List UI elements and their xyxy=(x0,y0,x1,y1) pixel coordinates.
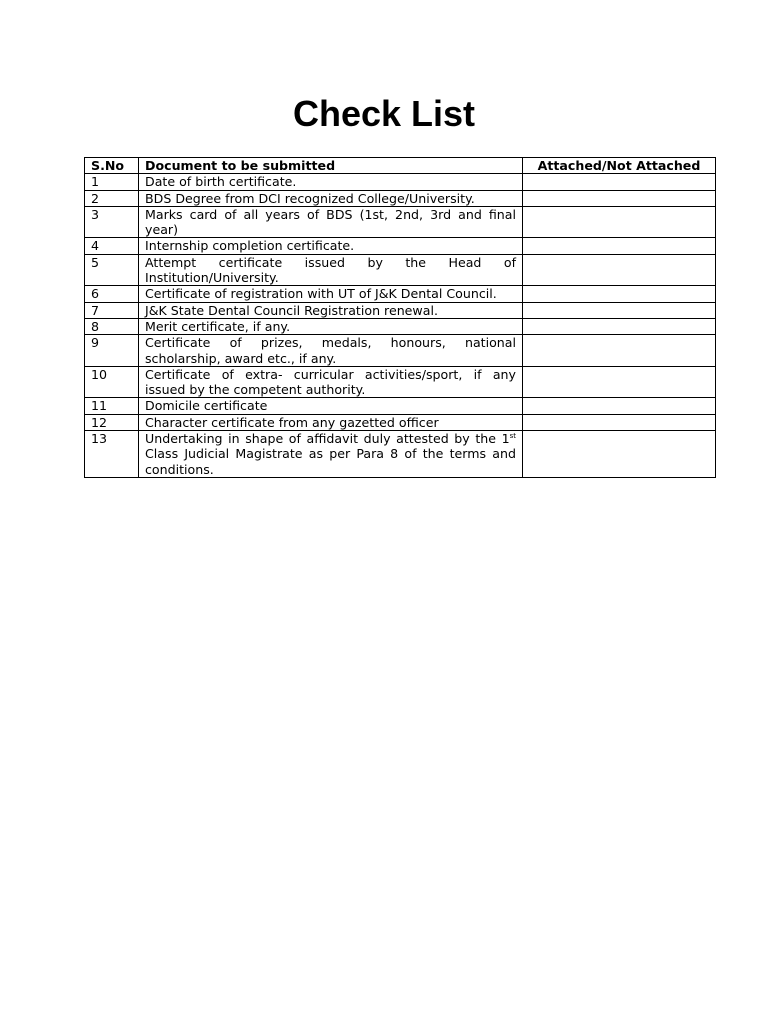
row-sno: 4 xyxy=(85,238,139,254)
row-sno: 1 xyxy=(85,174,139,190)
row-sno: 9 xyxy=(85,335,139,367)
row-document: Attempt certificate issued by the Head of Institution/University. xyxy=(139,254,523,286)
row-document: Merit certificate, if any. xyxy=(139,318,523,334)
affidavit-text-end: Class Judicial Magistrate as per Para 8 of the terms and conditions. xyxy=(145,446,516,477)
table-row xyxy=(85,398,716,414)
table-row xyxy=(85,190,716,206)
table-row xyxy=(85,335,716,367)
table-row xyxy=(85,286,716,302)
table-row xyxy=(85,238,716,254)
row-document: Internship completion certificate. xyxy=(139,238,523,254)
row-sno: 8 xyxy=(85,318,139,334)
row-status xyxy=(523,414,716,430)
row-sno: 11 xyxy=(85,398,139,414)
row-status xyxy=(523,254,716,286)
table-row xyxy=(85,431,716,478)
row-status xyxy=(523,206,716,238)
row-sno: 3 xyxy=(85,206,139,238)
row-sno: 13 xyxy=(85,431,139,478)
row-sno: 2 xyxy=(85,190,139,206)
row-status xyxy=(523,398,716,414)
row-sno: 10 xyxy=(85,366,139,398)
page-title: Check List xyxy=(292,93,476,134)
affidavit-text-start: Undertaking in shape of affidavit duly attested by the 1 xyxy=(145,431,510,447)
row-status xyxy=(523,286,716,302)
row-status xyxy=(523,302,716,318)
row-document: Marks card of all years of BDS (1st, 2nd, 3rd and final year) xyxy=(139,206,523,238)
header-sno: S.No xyxy=(85,158,139,174)
table-row xyxy=(85,174,716,190)
checklist-table xyxy=(84,157,716,478)
row-document: BDS Degree from DCI recognized College/University. xyxy=(139,190,523,206)
row-status xyxy=(523,431,716,478)
row-status xyxy=(523,318,716,334)
row-status xyxy=(523,174,716,190)
row-status xyxy=(523,190,716,206)
table-row xyxy=(85,302,716,318)
row-document: Date of birth certificate. xyxy=(139,174,523,190)
row-sno: 12 xyxy=(85,414,139,430)
header-status: Attached/Not Attached xyxy=(523,158,716,174)
row-status xyxy=(523,335,716,367)
row-sno: 7 xyxy=(85,302,139,318)
row-status xyxy=(523,366,716,398)
row-document xyxy=(139,431,523,478)
ordinal-suffix: st xyxy=(509,431,516,440)
row-document: Domicile certificate xyxy=(139,398,523,414)
row-status xyxy=(523,238,716,254)
table-header-row xyxy=(85,158,716,174)
row-document: J&K State Dental Council Registration renewal. xyxy=(139,302,523,318)
row-sno: 6 xyxy=(85,286,139,302)
table-row xyxy=(85,318,716,334)
table-row xyxy=(85,254,716,286)
row-document: Certificate of prizes, medals, honours, national scholarship, award etc., if any. xyxy=(139,335,523,367)
table-row xyxy=(85,414,716,430)
table-row xyxy=(85,366,716,398)
header-document: Document to be submitted xyxy=(139,158,523,174)
row-document: Character certificate from any gazetted officer xyxy=(139,414,523,430)
row-document: Certificate of extra- curricular activities/sport, if any issued by the competent authority. xyxy=(139,366,523,398)
row-document: Certificate of registration with UT of J&K Dental Council. xyxy=(139,286,523,302)
row-sno: 5 xyxy=(85,254,139,286)
table-row xyxy=(85,206,716,238)
